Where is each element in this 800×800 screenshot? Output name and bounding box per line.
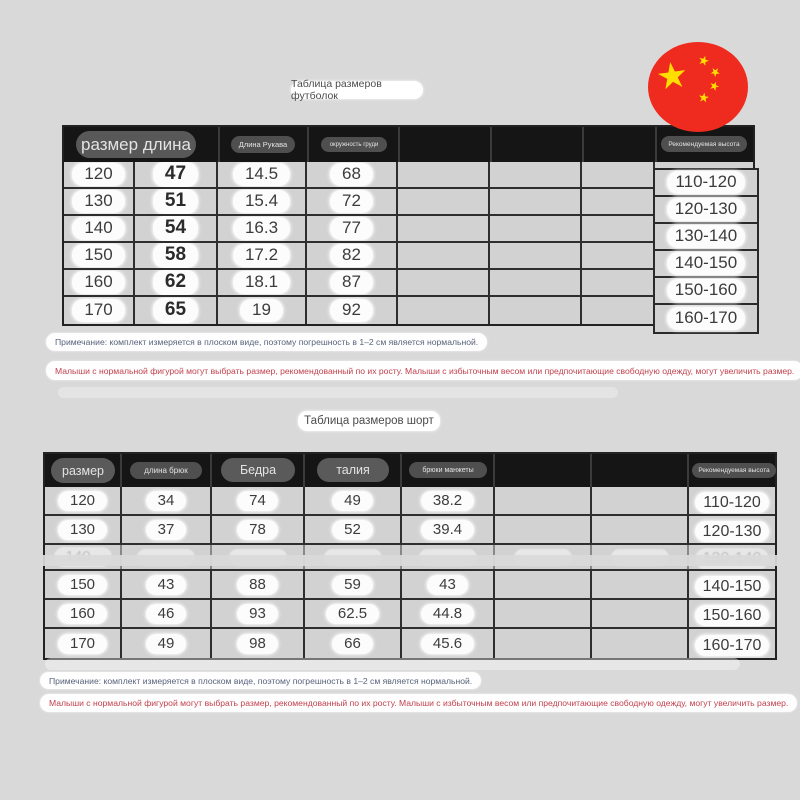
table-cell: 38.2 <box>402 487 495 514</box>
tshirt-table-header <box>64 127 753 162</box>
table-cell: 150-160 <box>689 600 775 627</box>
table-cell <box>398 243 490 268</box>
tshirt-table-title: Таблица размеров футболок <box>291 81 423 99</box>
table-cell: 46 <box>122 600 212 627</box>
table-cell <box>495 487 592 514</box>
table-row <box>64 216 753 243</box>
table-cell <box>582 270 655 295</box>
table-cell <box>398 297 490 324</box>
table-cell <box>582 216 655 241</box>
table-cell: 170 <box>64 297 135 324</box>
table-cell: 47 <box>135 162 218 187</box>
table-row <box>45 487 775 516</box>
table-cell: 82 <box>307 243 398 268</box>
table-cell <box>490 297 582 324</box>
table-cell: 59 <box>305 571 402 598</box>
table-cell <box>398 189 490 214</box>
table-cell: 43 <box>402 571 495 598</box>
table-cell <box>495 571 592 598</box>
table-cell: 92 <box>307 297 398 324</box>
table-cell: 72 <box>307 189 398 214</box>
table-cell: 78 <box>212 516 305 543</box>
table-cell <box>582 162 655 187</box>
header-recommended-height: Рекомендуемая высота <box>692 463 776 478</box>
shorts-table-body <box>45 487 775 658</box>
table-cell: 51 <box>135 189 218 214</box>
table-cell: 150 <box>64 243 135 268</box>
table-cell: 87 <box>307 270 398 295</box>
height-cell: 130-140 <box>655 224 757 251</box>
header-sleeve-length: Длина Рукава <box>231 136 295 153</box>
table-cell: 62.5 <box>305 600 402 627</box>
table-cell: 140-150 <box>689 571 775 598</box>
header-recommended-height: Рекомендуемая высота <box>661 136 747 152</box>
table-cell: 88 <box>212 571 305 598</box>
table-cell: 110-120 <box>689 487 775 514</box>
table-cell: 37 <box>122 516 212 543</box>
flag-small-star-icon: ★ <box>706 63 724 81</box>
table-row <box>45 600 775 629</box>
header-hips: Бедра <box>221 458 295 482</box>
table-row <box>45 629 775 658</box>
table-cell: 18.1 <box>218 270 307 295</box>
table-cell: 120 <box>64 162 135 187</box>
table-row <box>64 189 753 216</box>
flag-small-star-icon: ★ <box>695 51 712 70</box>
table-cell <box>582 297 655 324</box>
height-cell: 160-170 <box>655 305 757 332</box>
table-cell: 44.8 <box>402 600 495 627</box>
table-cell <box>592 516 689 543</box>
shorts-table-title: Таблица размеров шорт <box>298 411 440 431</box>
table-cell: 49 <box>305 487 402 514</box>
table-cell <box>495 600 592 627</box>
table-cell <box>592 600 689 627</box>
table-cell <box>582 189 655 214</box>
table-cell: 45.6 <box>402 629 495 658</box>
table-cell <box>490 216 582 241</box>
table-cell: 16.3 <box>218 216 307 241</box>
table-cell: 66 <box>305 629 402 658</box>
shorts-note-measurement: Примечание: комплект измеряется в плоском виде, поэтому погрешность в 1–2 см является нормальной. <box>40 672 481 689</box>
table-cell: 58 <box>135 243 218 268</box>
tshirt-size-table <box>62 125 755 326</box>
table-cell: 49 <box>122 629 212 658</box>
table-cell: 14.5 <box>218 162 307 187</box>
table-cell <box>490 270 582 295</box>
table-cell: 120-130 <box>689 516 775 543</box>
china-flag-icon <box>648 42 748 132</box>
height-cell: 110-120 <box>655 170 757 197</box>
table-cell <box>495 629 592 658</box>
table-row <box>45 516 775 545</box>
shorts-size-table <box>43 452 777 660</box>
table-cell <box>592 571 689 598</box>
table-cell: 19 <box>218 297 307 324</box>
flag-small-star-icon: ★ <box>697 89 711 106</box>
height-cell: 150-160 <box>655 278 757 305</box>
table-cell <box>398 270 490 295</box>
table-cell <box>398 216 490 241</box>
table-cell: 150 <box>45 571 122 598</box>
table-cell: 170 <box>45 629 122 658</box>
tshirt-table-body <box>64 162 753 324</box>
table-cell: 15.4 <box>218 189 307 214</box>
tshirt-note-fit: Малыши с нормальной фигурой могут выбрать размер, рекомендованный по их росту. Малыши с избыточным весом или предпочитающие свободную одежду, могут увеличить размер. <box>46 361 800 380</box>
table-cell: 130 <box>45 516 122 543</box>
shorts-note-fit: Малыши с нормальной фигурой могут выбрать размер, рекомендованный по их росту. Малыши с избыточным весом или предпочитающие свободную одежду, могут увеличить размер. <box>40 694 797 712</box>
ghost-band <box>58 387 618 398</box>
table-cell <box>592 629 689 658</box>
height-cell: 120-130 <box>655 197 757 224</box>
table-cell: 160 <box>64 270 135 295</box>
table-cell <box>495 516 592 543</box>
table-cell: 77 <box>307 216 398 241</box>
height-cell: 140-150 <box>655 251 757 278</box>
header-pants-length: длина брюк <box>130 462 202 479</box>
table-cell: 43 <box>122 571 212 598</box>
table-row <box>45 571 775 600</box>
table-cell <box>582 243 655 268</box>
table-cell: 52 <box>305 516 402 543</box>
table-cell: 17.2 <box>218 243 307 268</box>
table-cell: 160 <box>45 600 122 627</box>
table-row <box>64 297 753 324</box>
tshirt-note-measurement: Примечание: комплект измеряется в плоском виде, поэтому погрешность в 1–2 см является нормальной. <box>46 333 487 351</box>
table-cell <box>490 189 582 214</box>
screenshot-seam <box>40 555 780 566</box>
table-cell <box>398 162 490 187</box>
table-cell: 130 <box>64 189 135 214</box>
header-size-length: размер длина <box>76 131 196 158</box>
table-cell <box>490 162 582 187</box>
table-cell: 140 <box>64 216 135 241</box>
table-cell: 54 <box>135 216 218 241</box>
header-size: размер <box>51 458 115 483</box>
table-cell: 34 <box>122 487 212 514</box>
table-cell: 39.4 <box>402 516 495 543</box>
flag-small-star-icon: ★ <box>706 77 722 95</box>
table-cell: 93 <box>212 600 305 627</box>
header-cuffs: брюки манжеты <box>409 462 487 478</box>
tshirt-height-column <box>653 168 759 334</box>
table-cell: 98 <box>212 629 305 658</box>
table-cell: 68 <box>307 162 398 187</box>
table-cell: 74 <box>212 487 305 514</box>
table-row <box>64 270 753 297</box>
table-cell: 62 <box>135 270 218 295</box>
table-cell <box>490 243 582 268</box>
flag-big-star-icon: ★ <box>653 52 691 99</box>
table-cell: 160-170 <box>689 629 775 658</box>
ghost-band <box>45 658 740 670</box>
table-row <box>64 162 753 189</box>
table-row <box>64 243 753 270</box>
header-waist: талия <box>317 458 389 482</box>
header-chest: окружность груди <box>321 137 387 152</box>
table-cell <box>592 487 689 514</box>
table-cell: 120 <box>45 487 122 514</box>
shorts-table-header <box>45 454 775 487</box>
table-cell: 65 <box>135 297 218 324</box>
